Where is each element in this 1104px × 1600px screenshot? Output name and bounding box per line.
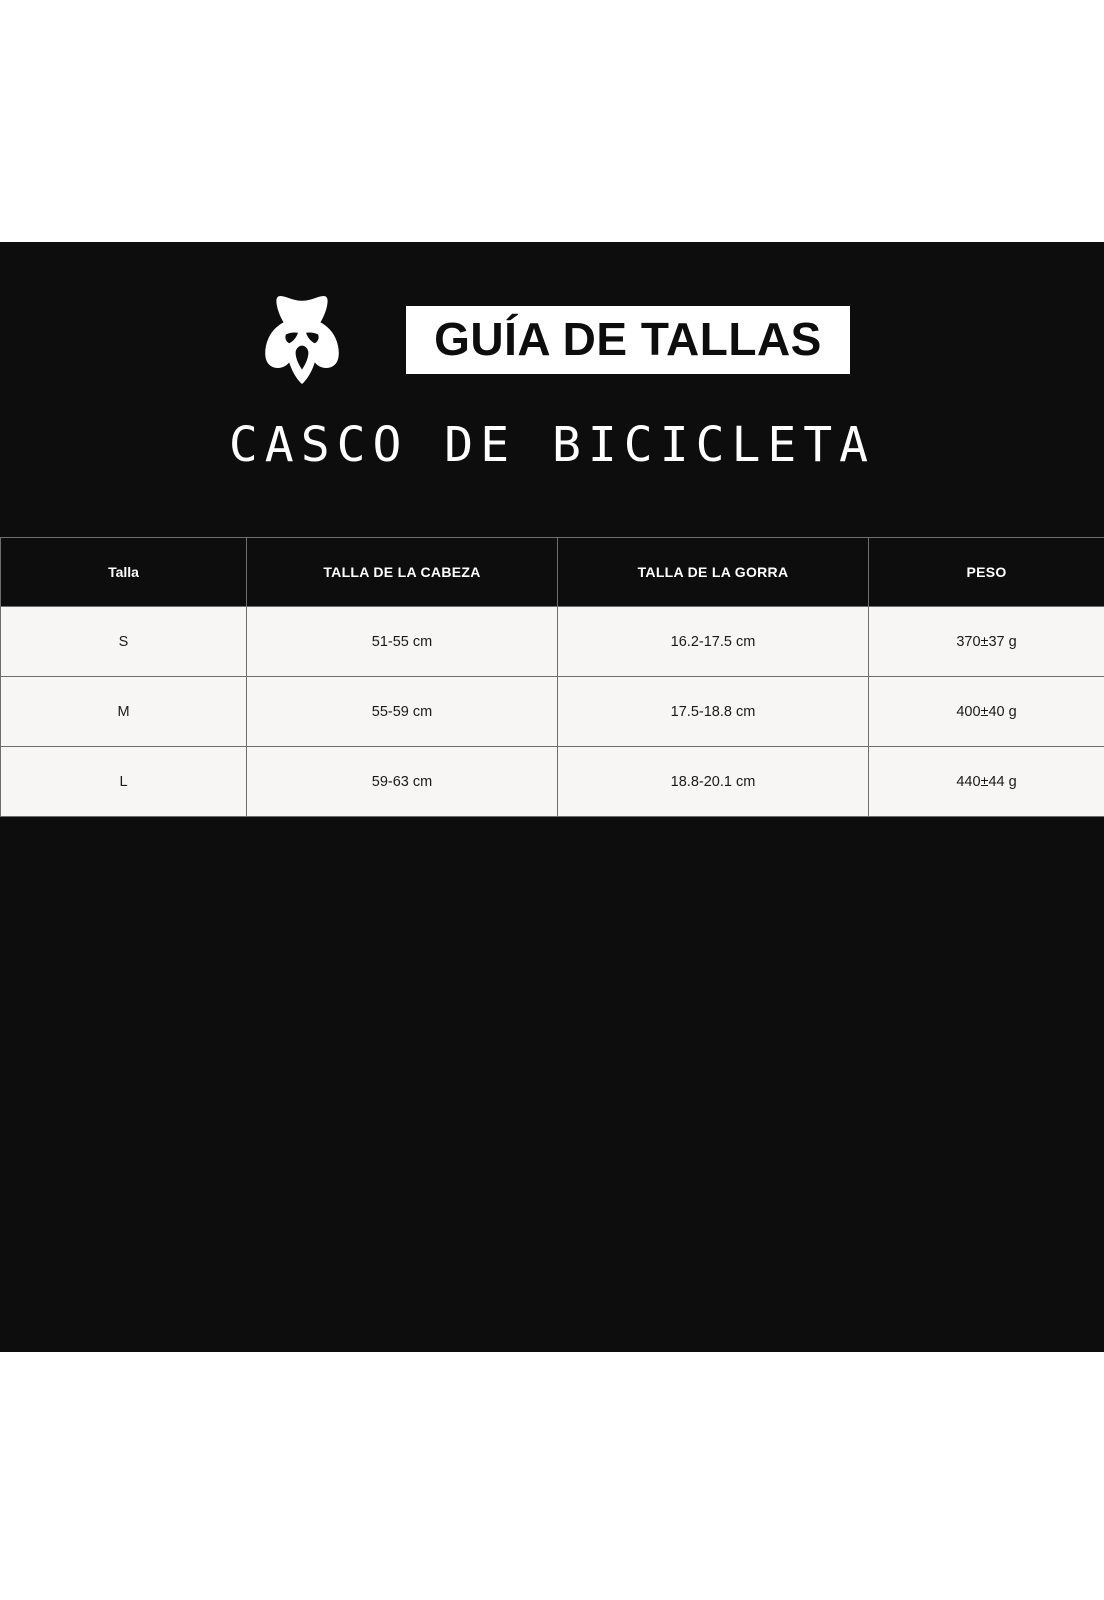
header-row — [0, 290, 1104, 390]
cell-cap-size: 18.8-20.1 cm — [558, 747, 869, 817]
page-title: GUÍA DE TALLAS — [406, 306, 850, 374]
table-row — [1, 747, 1104, 817]
column-header-talla: Talla — [1, 538, 247, 607]
cell-head-size: 59-63 cm — [247, 747, 558, 817]
size-chart-table — [0, 537, 1104, 817]
cell-head-size: 55-59 cm — [247, 677, 558, 747]
column-header-cap-size: TALLA DE LA GORRA — [558, 538, 869, 607]
column-header-head-size: TALLA DE LA CABEZA — [247, 538, 558, 607]
cell-weight: 370±37 g — [869, 607, 1104, 677]
cell-cap-size: 17.5-18.8 cm — [558, 677, 869, 747]
table-body — [1, 607, 1104, 817]
cell-size: M — [1, 677, 247, 747]
top-margin-band — [0, 0, 1104, 242]
table-row — [1, 677, 1104, 747]
table-header-row — [1, 538, 1104, 607]
cell-weight: 440±44 g — [869, 747, 1104, 817]
cell-weight: 400±40 g — [869, 677, 1104, 747]
table-row — [1, 607, 1104, 677]
column-header-weight: PESO — [869, 538, 1104, 607]
bottom-margin-band — [0, 1352, 1104, 1600]
fox-head-logo-icon — [254, 296, 350, 384]
size-guide-panel — [0, 242, 1104, 1352]
cell-size: S — [1, 607, 247, 677]
table-header — [1, 538, 1104, 607]
size-guide-header — [0, 242, 1104, 537]
cell-cap-size: 16.2-17.5 cm — [558, 607, 869, 677]
cell-head-size: 51-55 cm — [247, 607, 558, 677]
page-subtitle: CASCO DE BICICLETA — [228, 417, 876, 473]
cell-size: L — [1, 747, 247, 817]
